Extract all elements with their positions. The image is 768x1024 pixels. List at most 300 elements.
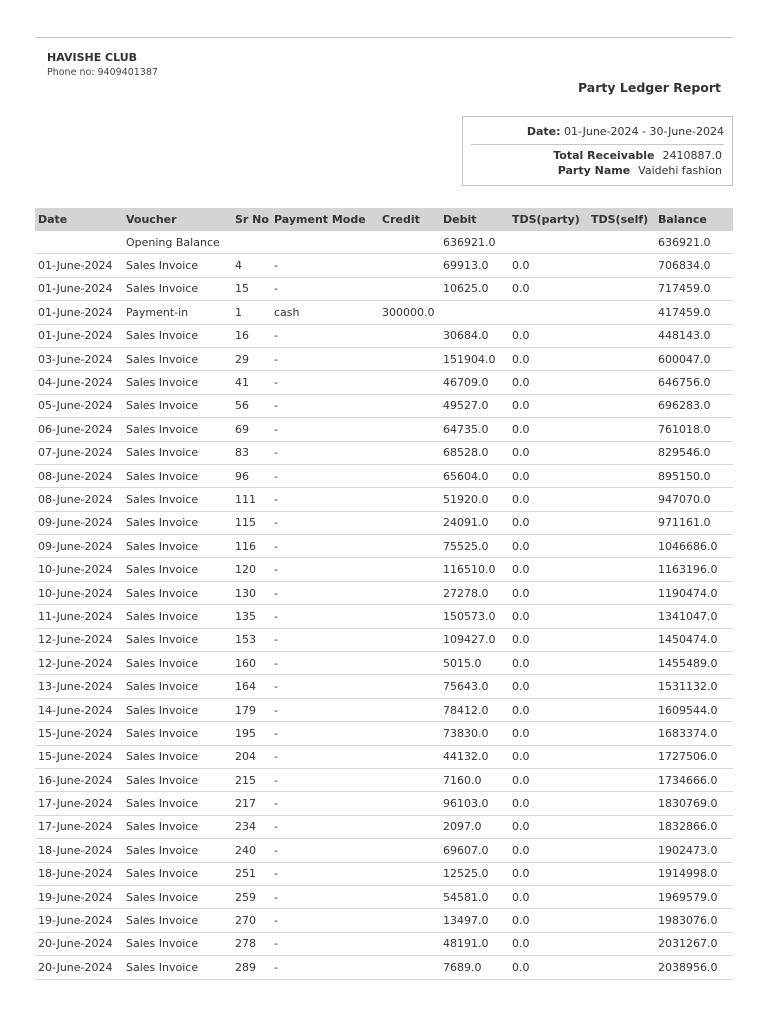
table-row: [35, 628, 733, 651]
sr-no-cell: 29: [232, 347, 271, 370]
debit-cell: 75525.0: [440, 535, 509, 558]
table-row: [35, 558, 733, 581]
date-cell: 17-June-2024: [35, 792, 123, 815]
debit-cell: 13497.0: [440, 909, 509, 932]
debit-cell: 636921.0: [440, 231, 509, 254]
voucher-cell: Sales Invoice: [123, 768, 232, 791]
voucher-cell: Sales Invoice: [123, 371, 232, 394]
sr-no-cell: 259: [232, 885, 271, 908]
header-credit: Credit: [379, 208, 440, 231]
debit-cell: 151904.0: [440, 347, 509, 370]
debit-cell: 44132.0: [440, 745, 509, 768]
payment-mode-cell: -: [271, 488, 379, 511]
sr-no-cell: 1: [232, 301, 271, 324]
voucher-cell: Sales Invoice: [123, 441, 232, 464]
header-date: Date: [35, 208, 123, 231]
sr-no-cell: 56: [232, 394, 271, 417]
table-row: [35, 815, 733, 838]
balance-cell: 636921.0: [655, 231, 733, 254]
table-row: [35, 277, 733, 300]
balance-cell: 1683374.0: [655, 722, 733, 745]
credit-cell: [379, 394, 440, 417]
report-title: Party Ledger Report: [577, 80, 721, 95]
balance-cell: 1609544.0: [655, 698, 733, 721]
payment-mode-cell: [271, 231, 379, 254]
table-row: [35, 698, 733, 721]
credit-cell: [379, 932, 440, 955]
tds-self-cell: [588, 535, 655, 558]
date-cell: 15-June-2024: [35, 722, 123, 745]
debit-cell: 96103.0: [440, 792, 509, 815]
date-cell: 10-June-2024: [35, 581, 123, 604]
summary-divider: [471, 144, 724, 145]
tds-self-cell: [588, 231, 655, 254]
date-cell: 04-June-2024: [35, 371, 123, 394]
tds-self-cell: [588, 675, 655, 698]
payment-mode-cell: -: [271, 909, 379, 932]
date-cell: 08-June-2024: [35, 488, 123, 511]
sr-no-cell: 160: [232, 652, 271, 675]
tds-self-cell: [588, 277, 655, 300]
payment-mode-cell: -: [271, 815, 379, 838]
balance-cell: 1341047.0: [655, 605, 733, 628]
voucher-cell: Sales Invoice: [123, 605, 232, 628]
tds-self-cell: [588, 301, 655, 324]
voucher-cell: Sales Invoice: [123, 464, 232, 487]
debit-cell: 51920.0: [440, 488, 509, 511]
sr-no-cell: 215: [232, 768, 271, 791]
tds-self-cell: [588, 254, 655, 277]
payment-mode-cell: -: [271, 675, 379, 698]
tds-party-cell: 0.0: [509, 254, 588, 277]
table-row: [35, 371, 733, 394]
tds-party-cell: 0.0: [509, 722, 588, 745]
credit-cell: [379, 862, 440, 885]
tds-self-cell: [588, 441, 655, 464]
tds-self-cell: [588, 956, 655, 979]
tds-party-cell: 0.0: [509, 768, 588, 791]
tds-party-cell: 0.0: [509, 932, 588, 955]
tds-self-cell: [588, 932, 655, 955]
table-row: [35, 605, 733, 628]
debit-cell: 49527.0: [440, 394, 509, 417]
tds-party-cell: 0.0: [509, 371, 588, 394]
tds-party-cell: 0.0: [509, 815, 588, 838]
sr-no-cell: 96: [232, 464, 271, 487]
credit-cell: [379, 792, 440, 815]
tds-party-cell: 0.0: [509, 862, 588, 885]
date-cell: 17-June-2024: [35, 815, 123, 838]
header-payment-mode: Payment Mode: [271, 208, 379, 231]
table-row: [35, 441, 733, 464]
tds-party-cell: 0.0: [509, 956, 588, 979]
tds-self-cell: [588, 862, 655, 885]
balance-cell: 717459.0: [655, 277, 733, 300]
date-cell: 09-June-2024: [35, 511, 123, 534]
credit-cell: [379, 558, 440, 581]
voucher-cell: Sales Invoice: [123, 815, 232, 838]
date-cell: 12-June-2024: [35, 628, 123, 651]
sr-no-cell: 234: [232, 815, 271, 838]
tds-self-cell: [588, 581, 655, 604]
total-receivable-label: Total Receivable: [553, 149, 655, 162]
ledger-table: [35, 208, 733, 980]
date-cell: 15-June-2024: [35, 745, 123, 768]
credit-cell: [379, 581, 440, 604]
tds-party-cell: 0.0: [509, 698, 588, 721]
credit-cell: [379, 628, 440, 651]
balance-cell: 1902473.0: [655, 839, 733, 862]
debit-cell: 69913.0: [440, 254, 509, 277]
voucher-cell: Sales Invoice: [123, 885, 232, 908]
voucher-cell: Sales Invoice: [123, 254, 232, 277]
table-row: [35, 254, 733, 277]
debit-cell: 65604.0: [440, 464, 509, 487]
sr-no-cell: 204: [232, 745, 271, 768]
tds-self-cell: [588, 488, 655, 511]
date-cell: 01-June-2024: [35, 254, 123, 277]
credit-cell: [379, 605, 440, 628]
date-cell: 16-June-2024: [35, 768, 123, 791]
balance-cell: 1969579.0: [655, 885, 733, 908]
balance-cell: 1734666.0: [655, 768, 733, 791]
tds-self-cell: [588, 792, 655, 815]
balance-cell: 706834.0: [655, 254, 733, 277]
tds-self-cell: [588, 768, 655, 791]
tds-party-cell: 0.0: [509, 792, 588, 815]
date-cell: 01-June-2024: [35, 301, 123, 324]
date-cell: 20-June-2024: [35, 956, 123, 979]
balance-cell: 600047.0: [655, 347, 733, 370]
sr-no-cell: 16: [232, 324, 271, 347]
table-row: [35, 956, 733, 979]
company-name: HAVISHE CLUB: [47, 51, 138, 64]
voucher-cell: Sales Invoice: [123, 581, 232, 604]
header-debit: Debit: [440, 208, 509, 231]
tds-party-cell: 0.0: [509, 558, 588, 581]
credit-cell: [379, 885, 440, 908]
voucher-cell: Sales Invoice: [123, 511, 232, 534]
debit-cell: 54581.0: [440, 885, 509, 908]
credit-cell: [379, 464, 440, 487]
date-cell: 12-June-2024: [35, 652, 123, 675]
payment-mode-cell: -: [271, 347, 379, 370]
tds-party-cell: 0.0: [509, 464, 588, 487]
payment-mode-cell: -: [271, 862, 379, 885]
payment-mode-cell: cash: [271, 301, 379, 324]
company-phone: Phone no: 9409401387: [47, 67, 158, 78]
header-tds-party: TDS(party): [509, 208, 588, 231]
tds-party-cell: 0.0: [509, 581, 588, 604]
tds-party-cell: 0.0: [509, 909, 588, 932]
table-row: [35, 324, 733, 347]
payment-mode-cell: -: [271, 277, 379, 300]
tds-party-cell: 0.0: [509, 652, 588, 675]
voucher-cell: Sales Invoice: [123, 909, 232, 932]
debit-cell: [440, 301, 509, 324]
voucher-cell: Sales Invoice: [123, 956, 232, 979]
debit-cell: 24091.0: [440, 511, 509, 534]
debit-cell: 12525.0: [440, 862, 509, 885]
balance-cell: 2038956.0: [655, 956, 733, 979]
sr-no-cell: 111: [232, 488, 271, 511]
payment-mode-cell: -: [271, 839, 379, 862]
sr-no-cell: 164: [232, 675, 271, 698]
payment-mode-cell: -: [271, 956, 379, 979]
credit-cell: [379, 652, 440, 675]
tds-self-cell: [588, 745, 655, 768]
tds-self-cell: [588, 371, 655, 394]
payment-mode-cell: -: [271, 324, 379, 347]
table-row: [35, 581, 733, 604]
date-cell: 14-June-2024: [35, 698, 123, 721]
payment-mode-cell: -: [271, 254, 379, 277]
credit-cell: [379, 277, 440, 300]
date-label: Date:: [526, 125, 561, 138]
tds-party-cell: [509, 301, 588, 324]
voucher-cell: Sales Invoice: [123, 347, 232, 370]
date-cell: 01-June-2024: [35, 277, 123, 300]
voucher-cell: Sales Invoice: [123, 862, 232, 885]
tds-self-cell: [588, 324, 655, 347]
tds-self-cell: [588, 394, 655, 417]
debit-cell: 46709.0: [440, 371, 509, 394]
debit-cell: 69607.0: [440, 839, 509, 862]
debit-cell: 64735.0: [440, 418, 509, 441]
header-sr-no: Sr No: [232, 208, 271, 231]
date-cell: 19-June-2024: [35, 909, 123, 932]
voucher-cell: Sales Invoice: [123, 394, 232, 417]
tds-self-cell: [588, 652, 655, 675]
sr-no-cell: 4: [232, 254, 271, 277]
credit-cell: [379, 324, 440, 347]
voucher-cell: Sales Invoice: [123, 628, 232, 651]
balance-cell: 971161.0: [655, 511, 733, 534]
tds-self-cell: [588, 511, 655, 534]
sr-no-cell: 83: [232, 441, 271, 464]
date-cell: 10-June-2024: [35, 558, 123, 581]
payment-mode-cell: -: [271, 535, 379, 558]
payment-mode-cell: -: [271, 792, 379, 815]
debit-cell: 27278.0: [440, 581, 509, 604]
table-row: [35, 347, 733, 370]
date-cell: 06-June-2024: [35, 418, 123, 441]
sr-no-cell: 130: [232, 581, 271, 604]
tds-party-cell: 0.0: [509, 418, 588, 441]
table-row: [35, 839, 733, 862]
tds-self-cell: [588, 628, 655, 651]
balance-cell: 696283.0: [655, 394, 733, 417]
balance-cell: 646756.0: [655, 371, 733, 394]
debit-cell: 2097.0: [440, 815, 509, 838]
tds-party-cell: 0.0: [509, 628, 588, 651]
table-row: [35, 792, 733, 815]
party-name-label: Party Name: [557, 164, 631, 177]
debit-cell: 150573.0: [440, 605, 509, 628]
tds-self-cell: [588, 885, 655, 908]
payment-mode-cell: -: [271, 581, 379, 604]
debit-cell: 78412.0: [440, 698, 509, 721]
debit-cell: 10625.0: [440, 277, 509, 300]
balance-cell: 1531132.0: [655, 675, 733, 698]
table-row: [35, 418, 733, 441]
tds-party-cell: 0.0: [509, 885, 588, 908]
date-cell: 01-June-2024: [35, 324, 123, 347]
tds-party-cell: 0.0: [509, 839, 588, 862]
balance-cell: 1830769.0: [655, 792, 733, 815]
payment-mode-cell: -: [271, 464, 379, 487]
tds-self-cell: [588, 558, 655, 581]
payment-mode-cell: -: [271, 698, 379, 721]
voucher-cell: Opening Balance: [123, 231, 232, 254]
balance-cell: 1455489.0: [655, 652, 733, 675]
sr-no-cell: 195: [232, 722, 271, 745]
balance-cell: 1450474.0: [655, 628, 733, 651]
date-cell: [35, 231, 123, 254]
balance-cell: 829546.0: [655, 441, 733, 464]
payment-mode-cell: -: [271, 932, 379, 955]
balance-cell: 1832866.0: [655, 815, 733, 838]
table-row: [35, 745, 733, 768]
voucher-cell: Sales Invoice: [123, 722, 232, 745]
sr-no-cell: 270: [232, 909, 271, 932]
credit-cell: [379, 441, 440, 464]
voucher-cell: Sales Invoice: [123, 488, 232, 511]
payment-mode-cell: -: [271, 511, 379, 534]
voucher-cell: Payment-in: [123, 301, 232, 324]
credit-cell: [379, 418, 440, 441]
balance-cell: 1727506.0: [655, 745, 733, 768]
date-range: 01-June-2024 - 30-June-2024: [564, 125, 724, 138]
payment-mode-cell: -: [271, 652, 379, 675]
credit-cell: [379, 535, 440, 558]
credit-cell: [379, 347, 440, 370]
tds-party-cell: 0.0: [509, 324, 588, 347]
debit-cell: 7160.0: [440, 768, 509, 791]
credit-cell: [379, 675, 440, 698]
sr-no-cell: 69: [232, 418, 271, 441]
sr-no-cell: [232, 231, 271, 254]
debit-cell: 7689.0: [440, 956, 509, 979]
date-cell: 18-June-2024: [35, 862, 123, 885]
table-row: [35, 488, 733, 511]
table-row: [35, 231, 733, 254]
date-cell: 03-June-2024: [35, 347, 123, 370]
balance-cell: 2031267.0: [655, 932, 733, 955]
tds-party-cell: [509, 231, 588, 254]
table-header-row: [35, 208, 733, 231]
date-cell: 18-June-2024: [35, 839, 123, 862]
payment-mode-cell: -: [271, 371, 379, 394]
credit-cell: [379, 698, 440, 721]
tds-party-cell: 0.0: [509, 488, 588, 511]
tds-self-cell: [588, 722, 655, 745]
balance-cell: 1163196.0: [655, 558, 733, 581]
sr-no-cell: 135: [232, 605, 271, 628]
tds-party-cell: 0.0: [509, 277, 588, 300]
voucher-cell: Sales Invoice: [123, 745, 232, 768]
table-row: [35, 932, 733, 955]
balance-cell: 448143.0: [655, 324, 733, 347]
date-cell: 11-June-2024: [35, 605, 123, 628]
voucher-cell: Sales Invoice: [123, 932, 232, 955]
credit-cell: [379, 371, 440, 394]
tds-self-cell: [588, 347, 655, 370]
tds-party-cell: 0.0: [509, 535, 588, 558]
credit-cell: 300000.0: [379, 301, 440, 324]
date-cell: 07-June-2024: [35, 441, 123, 464]
table-row: [35, 885, 733, 908]
tds-party-cell: 0.0: [509, 675, 588, 698]
sr-no-cell: 15: [232, 277, 271, 300]
balance-cell: 1046686.0: [655, 535, 733, 558]
voucher-cell: Sales Invoice: [123, 698, 232, 721]
total-receivable-value: 2410887.0: [662, 149, 722, 162]
date-cell: 08-June-2024: [35, 464, 123, 487]
tds-party-cell: 0.0: [509, 745, 588, 768]
payment-mode-cell: -: [271, 441, 379, 464]
tds-self-cell: [588, 815, 655, 838]
credit-cell: [379, 511, 440, 534]
tds-party-cell: 0.0: [509, 394, 588, 417]
header-balance: Balance: [655, 208, 733, 231]
voucher-cell: Sales Invoice: [123, 324, 232, 347]
balance-cell: 1190474.0: [655, 581, 733, 604]
total-receivable-row: [553, 149, 722, 162]
table-row: [35, 722, 733, 745]
balance-cell: 761018.0: [655, 418, 733, 441]
payment-mode-cell: -: [271, 394, 379, 417]
payment-mode-cell: -: [271, 885, 379, 908]
sr-no-cell: 251: [232, 862, 271, 885]
tds-self-cell: [588, 698, 655, 721]
sr-no-cell: 217: [232, 792, 271, 815]
credit-cell: [379, 815, 440, 838]
sr-no-cell: 153: [232, 628, 271, 651]
header-voucher: Voucher: [123, 208, 232, 231]
sr-no-cell: 278: [232, 932, 271, 955]
debit-cell: 48191.0: [440, 932, 509, 955]
sr-no-cell: 115: [232, 511, 271, 534]
credit-cell: [379, 909, 440, 932]
payment-mode-cell: -: [271, 558, 379, 581]
voucher-cell: Sales Invoice: [123, 418, 232, 441]
payment-mode-cell: -: [271, 418, 379, 441]
credit-cell: [379, 956, 440, 979]
credit-cell: [379, 839, 440, 862]
tds-self-cell: [588, 464, 655, 487]
debit-cell: 73830.0: [440, 722, 509, 745]
credit-cell: [379, 745, 440, 768]
sr-no-cell: 240: [232, 839, 271, 862]
voucher-cell: Sales Invoice: [123, 558, 232, 581]
table-row: [35, 652, 733, 675]
tds-self-cell: [588, 605, 655, 628]
header-tds-self: TDS(self): [588, 208, 655, 231]
credit-cell: [379, 722, 440, 745]
payment-mode-cell: -: [271, 745, 379, 768]
voucher-cell: Sales Invoice: [123, 839, 232, 862]
report-summary-box: [462, 116, 733, 186]
sr-no-cell: 120: [232, 558, 271, 581]
credit-cell: [379, 488, 440, 511]
sr-no-cell: 179: [232, 698, 271, 721]
voucher-cell: Sales Invoice: [123, 652, 232, 675]
balance-cell: 1983076.0: [655, 909, 733, 932]
date-cell: 09-June-2024: [35, 535, 123, 558]
tds-self-cell: [588, 839, 655, 862]
tds-self-cell: [588, 418, 655, 441]
